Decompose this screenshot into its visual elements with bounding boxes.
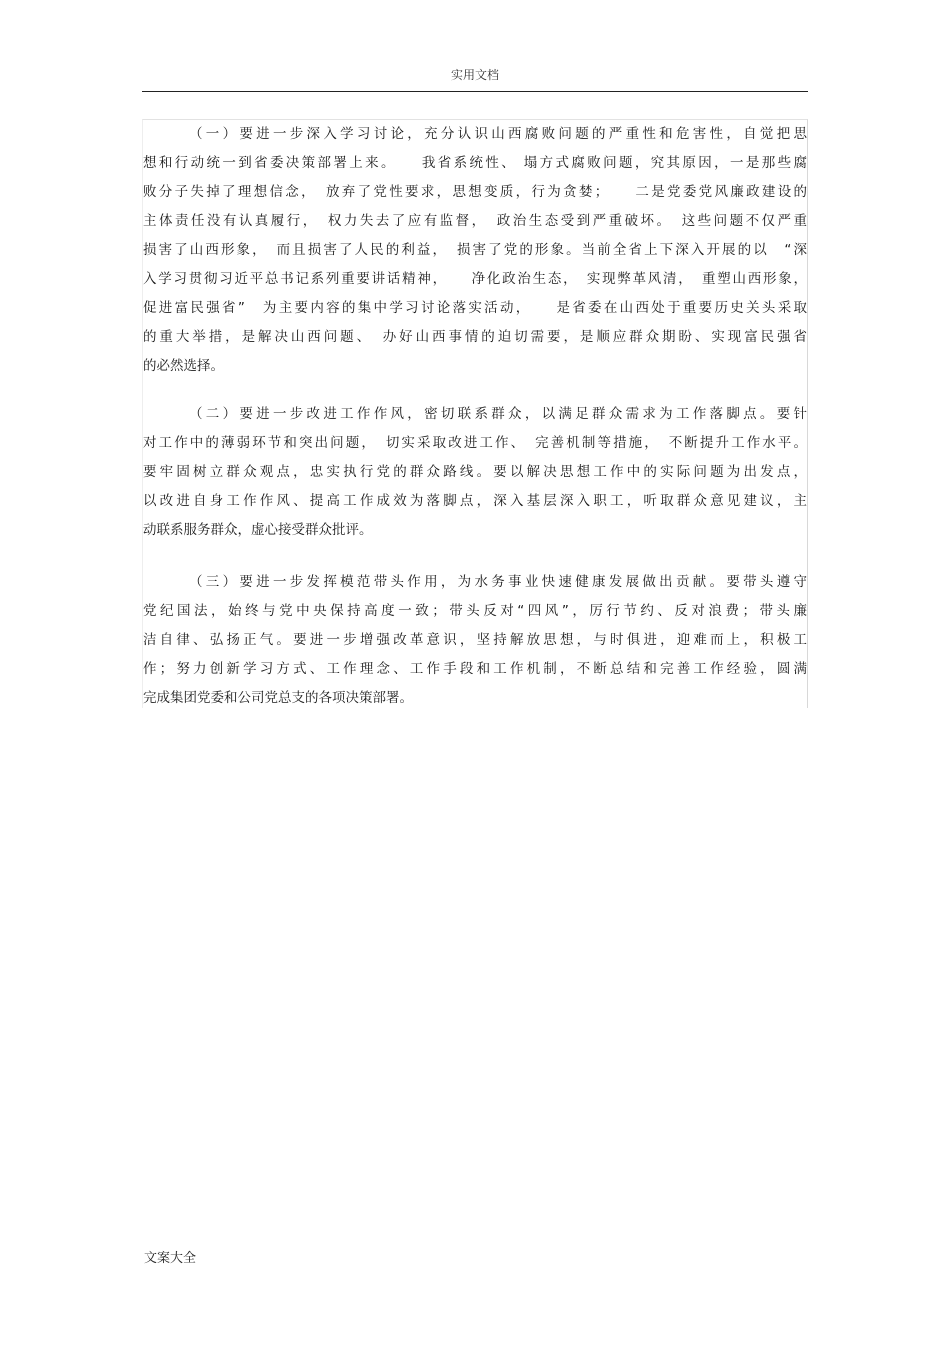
paragraph-line: 完成集团党委和公司党总支的各项决策部署。 [143,690,413,706]
paragraph-2 [143,400,807,545]
paragraph-line: 想和行动统一到省委决策部署上来。 我省系统性、 塌方式腐败问题，究其原因，一是那些腐 [143,155,807,171]
paragraph-line: 对工作中的薄弱环节和突出问题， 切实采取改进工作、 完善机制等措施， 不断提升工作水平。 [143,435,807,451]
page-header: 实用文档 [450,68,499,82]
document-body [142,119,808,708]
paragraph-line: （一）要进一步深入学习讨论，充分认识山西腐败问题的严重性和危害性，自觉把思 [189,126,807,142]
paragraph-line: 的重大举措，是解决山西问题、 办好山西事情的迫切需要，是顺应群众期盼、实现富民强省 [143,329,807,345]
paragraph-line: （二）要进一步改进工作作风，密切联系群众，以满足群众需求为工作落脚点。要针 [189,406,807,422]
paragraph-line: 以改进自身工作作风、提高工作成效为落脚点，深入基层深入职工，听取群众意见建议，主 [143,493,807,509]
paragraph-line: 促进富民强省” 为主要内容的集中学习讨论落实活动， 是省委在山西处于重要历史关头采取 [143,300,807,316]
paragraph-line: （三）要进一步发挥模范带头作用，为水务事业快速健康发展做出贡献。要带头遵守 [189,574,807,590]
page-footer: 文案大全 [144,1251,197,1266]
paragraph-3 [143,568,807,713]
paragraph-line: 入学习贯彻习近平总书记系列重要讲话精神， 净化政治生态， 实现弊革风清， 重塑山西形象， [143,271,807,287]
paragraph-line: 败分子失掉了理想信念， 放弃了党性要求，思想变质，行为贪婪； 二是党委党风廉政建设的 [143,184,807,200]
paragraph-line: 要牢固树立群众观点，忠实执行党的群众路线。要以解决思想工作中的实际问题为出发点， [143,464,807,480]
header-divider [142,91,808,92]
paragraph-line: 损害了山西形象， 而且损害了人民的利益， 损害了党的形象。当前全省上下深入开展的以 “深 [143,242,807,258]
paragraph-line: 的必然选择。 [143,358,224,374]
paragraph-line: 作；努力创新学习方式、工作理念、工作手段和工作机制，不断总结和完善工作经验，圆满 [143,661,807,677]
paragraph-line: 洁自律、弘扬正气。要进一步增强改革意识，坚持解放思想，与时俱进，迎难而上，积极工 [143,632,807,648]
paragraph-1 [143,120,807,381]
paragraph-line: 党纪国法，始终与党中央保持高度一致；带头反对“四风”，厉行节约、反对浪费；带头廉 [143,603,807,619]
paragraph-line: 动联系服务群众，虚心接受群众批评。 [143,522,373,538]
paragraph-line: 主体责任没有认真履行， 权力失去了应有监督， 政治生态受到严重破坏。 这些问题不仅严重 [143,213,807,229]
